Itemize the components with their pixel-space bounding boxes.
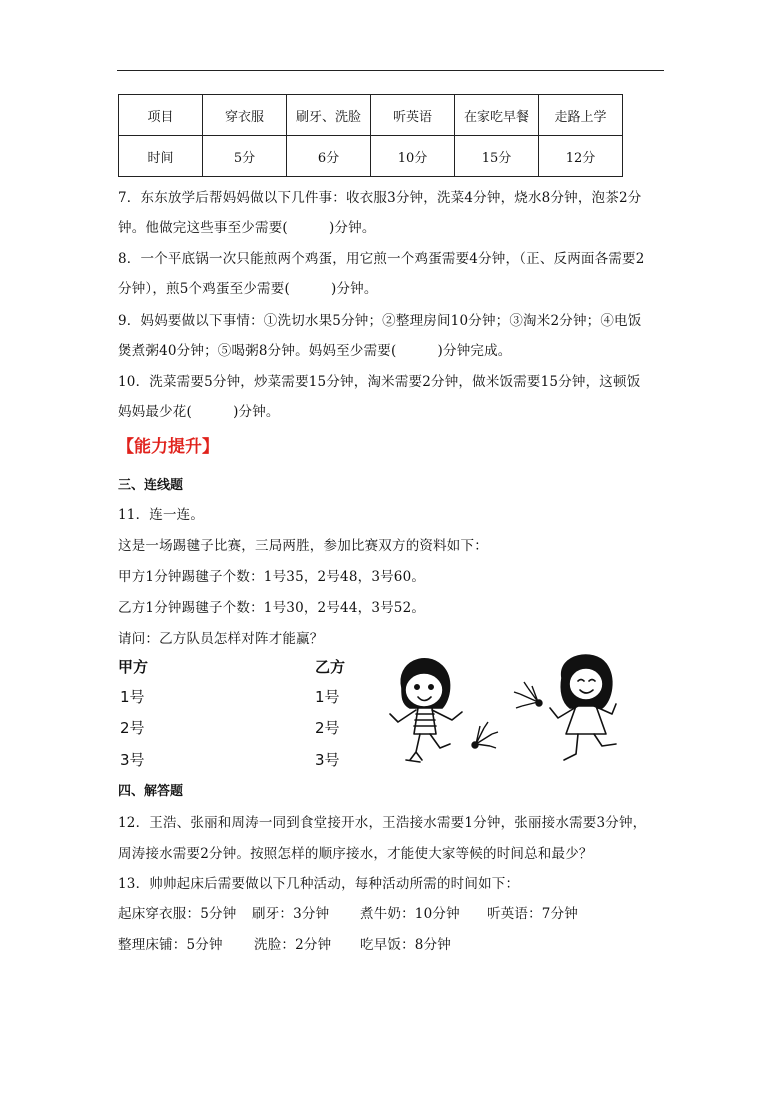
kids-shuttlecock-illustration: [380, 648, 640, 773]
question-11-label: 11．连一连。: [118, 507, 205, 523]
shuttlecock-left: [472, 722, 498, 748]
activity-brush-teeth: 刷牙：3分钟: [252, 906, 330, 922]
question-9-line-1: 9．妈妈要做以下事情：①洗切水果5分钟；②整理房间10分钟；③淘米2分钟；④电饭: [118, 313, 642, 329]
section-4-title: 四、解答题: [118, 784, 184, 799]
match-question: 请问：乙方队员怎样对阵才能赢？: [118, 631, 324, 647]
question-10-line-1: 10．洗菜需要5分钟，炒菜需要15分钟，淘米需要2分钟，做米饭需要15分钟，这顿饭: [118, 374, 641, 390]
question-12-line-2: 周涛接水需要2分钟。按照怎样的顺序接水，才能使大家等候的时间总和最少？: [118, 846, 593, 862]
activity-wash-face: 洗脸：2分钟: [254, 937, 332, 953]
team-a-title: 甲方: [118, 658, 149, 676]
table-row: [119, 136, 623, 177]
table-cell: 走路上学: [539, 95, 623, 136]
question-8-line-2: 分钟），煎5个鸡蛋至少需要( )分钟。: [118, 281, 378, 297]
team-a-player-3[interactable]: 3号: [120, 751, 145, 769]
table-cell: 5分: [203, 136, 287, 177]
team-a-data: 甲方1分钟踢毽子个数：1号35，2号48，3号60。: [118, 569, 426, 585]
table-row: [119, 95, 623, 136]
time-table: [118, 94, 623, 177]
activity-listen-english: 听英语：7分钟: [487, 906, 578, 922]
question-12-line-1: 12．王浩、张丽和周涛一同到食堂接开水，王浩接水需要1分钟，张丽接水需要3分钟，: [118, 815, 647, 831]
table-cell: 15分: [455, 136, 539, 177]
match-intro: 这是一场踢毽子比赛，三局两胜，参加比赛双方的资料如下：: [118, 538, 488, 554]
question-9-line-2: 煲煮粥40分钟；⑤喝粥8分钟。妈妈至少需要( )分钟完成。: [118, 343, 512, 359]
ability-heading: 【能力提升】: [117, 437, 219, 457]
header-rule: [117, 70, 664, 71]
activity-breakfast: 吃早饭：8分钟: [360, 937, 451, 953]
team-a-player-1[interactable]: 1号: [120, 688, 145, 706]
girl-left-figure: [390, 659, 462, 762]
girl-right-figure: [550, 655, 616, 760]
team-b-data: 乙方1分钟踢毽子个数：1号30，2号44，3号52。: [118, 600, 426, 616]
activity-make-bed: 整理床铺：5分钟: [118, 937, 223, 953]
question-7-line-1: 7．东东放学后帮妈妈做以下几件事：收衣服3分钟，洗菜4分钟，烧水8分钟，泡茶2分: [118, 190, 642, 206]
team-a-player-2[interactable]: 2号: [120, 719, 145, 737]
table-cell: 12分: [539, 136, 623, 177]
team-b-player-1[interactable]: 1号: [315, 688, 340, 706]
team-b-title: 乙方: [315, 658, 346, 676]
table-cell: 穿衣服: [203, 95, 287, 136]
table-cell: 刷牙、洗脸: [287, 95, 371, 136]
shuttlecock-right: [514, 682, 542, 708]
table-cell: 时间: [119, 136, 203, 177]
table-cell: 听英语: [371, 95, 455, 136]
table-cell: 10分: [371, 136, 455, 177]
table-cell: 6分: [287, 136, 371, 177]
activity-boil-milk: 煮牛奶：10分钟: [360, 906, 460, 922]
question-13-label: 13．帅帅起床后需要做以下几种活动，每种活动所需的时间如下：: [118, 876, 520, 892]
team-b-player-2[interactable]: 2号: [315, 719, 340, 737]
question-7-line-2: 钟。他做完这些事至少需要( )分钟。: [118, 220, 376, 236]
table-cell: 在家吃早餐: [455, 95, 539, 136]
team-b-player-3[interactable]: 3号: [315, 751, 340, 769]
question-8-line-1: 8．一个平底锅一次只能煎两个鸡蛋，用它煎一个鸡蛋需要4分钟，（正、反两面各需要2: [118, 251, 645, 267]
table-cell: 项目: [119, 95, 203, 136]
section-3-title: 三、连线题: [118, 478, 184, 493]
activity-dress: 起床穿衣服：5分钟: [118, 906, 237, 922]
question-10-line-2: 妈妈最少花( )分钟。: [118, 404, 280, 420]
